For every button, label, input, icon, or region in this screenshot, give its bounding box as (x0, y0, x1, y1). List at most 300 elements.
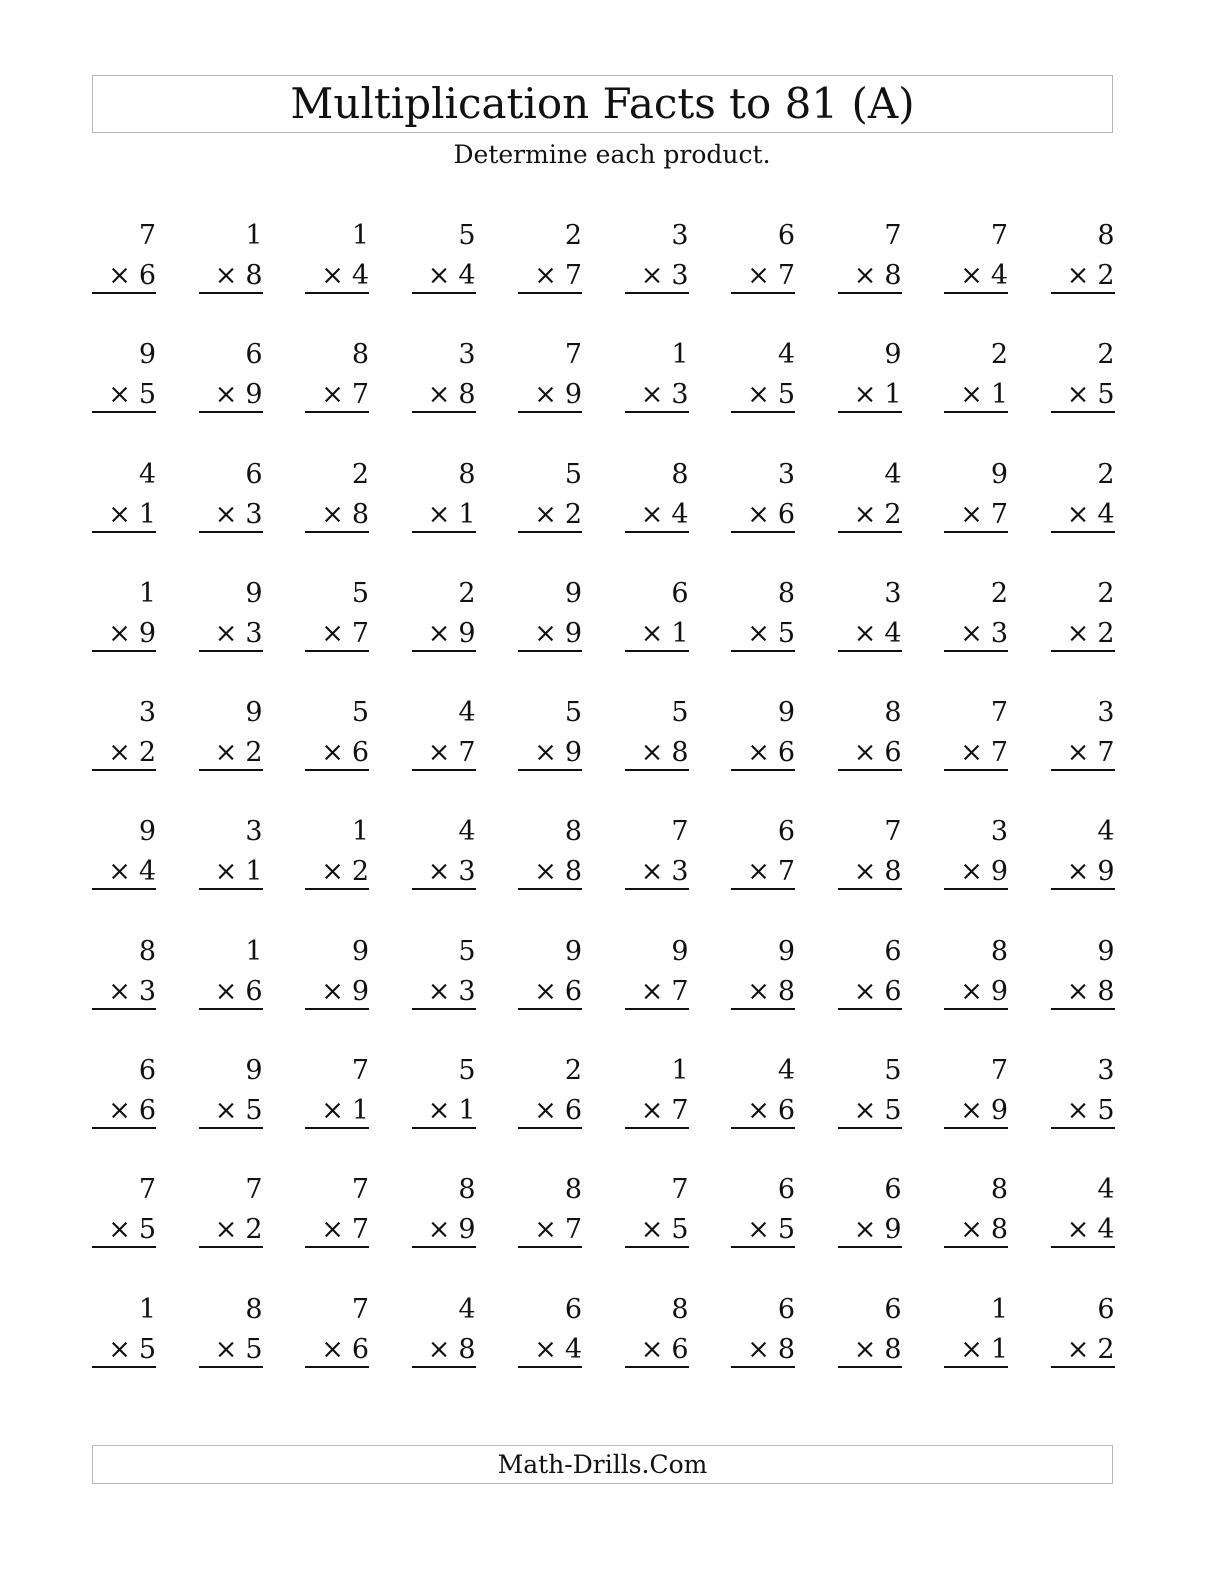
problem-item (1051, 453, 1115, 572)
multiplicand: 8 (671, 458, 689, 490)
multiplicand: 5 (458, 220, 476, 251)
multiplicand: 4 (458, 1293, 476, 1325)
times-sign: × (747, 737, 770, 769)
multiplier: 7 (990, 737, 1008, 769)
multiplicand: 1 (138, 577, 156, 609)
multiplicand: 5 (458, 1055, 476, 1087)
multiplier-line (1066, 1333, 1115, 1365)
times-sign: × (640, 1214, 664, 1246)
multiplicand: 3 (777, 458, 795, 490)
multiplier-line (1066, 737, 1115, 769)
problem-item (838, 691, 902, 810)
multiplier: 7 (564, 1214, 582, 1246)
problem-item (305, 453, 369, 572)
multiplier-line (214, 498, 263, 530)
times-sign: × (534, 379, 557, 411)
multiplicand: 8 (245, 1293, 263, 1325)
problem-item (412, 453, 476, 572)
problem-item (199, 453, 263, 572)
answer-line (412, 650, 476, 652)
times-sign: × (853, 1095, 877, 1127)
times-sign: × (747, 1095, 770, 1127)
times-sign: × (960, 260, 983, 291)
multiplier: 5 (245, 1095, 263, 1127)
answer-line (199, 1008, 263, 1010)
times-sign: × (108, 1095, 131, 1127)
answer-line (1051, 1008, 1115, 1010)
problem-item (518, 453, 582, 572)
answer-line (199, 1127, 263, 1129)
answer-line (838, 292, 902, 294)
times-sign: × (108, 379, 131, 411)
times-sign: × (321, 379, 344, 411)
multiplicand: 7 (138, 1174, 156, 1206)
times-sign: × (214, 1095, 238, 1127)
answer-line (92, 1008, 156, 1010)
multiplicand: 5 (351, 577, 369, 609)
multiplier-line (321, 262, 369, 289)
problem-item (944, 1168, 1008, 1287)
multiplier: 8 (884, 1333, 902, 1365)
answer-line (92, 769, 156, 771)
problem-item (944, 810, 1008, 929)
multiplier: 8 (458, 379, 476, 411)
answer-line (944, 292, 1008, 294)
times-sign: × (321, 1333, 344, 1365)
multiplier-line (640, 1095, 689, 1127)
times-sign: × (321, 260, 344, 291)
multiplier: 4 (1097, 498, 1115, 530)
multiplicand: 7 (351, 1055, 369, 1087)
multiplier: 2 (138, 737, 156, 769)
times-sign: × (321, 498, 344, 530)
problem-item (518, 333, 582, 452)
times-sign: × (747, 617, 770, 649)
problem-item (1051, 691, 1115, 810)
multiplicand: 7 (990, 697, 1008, 729)
problem-item (412, 930, 476, 1049)
multiplicand: 9 (777, 697, 795, 729)
problem-item (412, 333, 476, 452)
multiplier: 8 (777, 1333, 795, 1365)
problem-item (1051, 1049, 1115, 1168)
multiplier: 3 (245, 617, 263, 649)
multiplicand: 3 (671, 220, 689, 251)
times-sign: × (747, 260, 770, 291)
multiplier-line (321, 1095, 369, 1127)
multiplier: 1 (138, 498, 156, 530)
multiplier-line (215, 262, 263, 289)
problem-item (199, 214, 263, 333)
multiplier-line (428, 262, 476, 289)
multiplicand: 2 (1097, 458, 1115, 490)
multiplicand: 7 (138, 220, 156, 251)
problem-item (731, 214, 795, 333)
multiplicand: 6 (138, 1055, 156, 1087)
problem-item (412, 810, 476, 929)
multiplier: 6 (138, 1095, 156, 1127)
problem-item (625, 1049, 689, 1168)
multiplicand: 2 (458, 577, 476, 609)
times-sign: × (1066, 1095, 1090, 1127)
multiplier-line (214, 1333, 263, 1365)
multiplier-line (427, 1214, 476, 1246)
times-sign: × (1066, 379, 1090, 411)
multiplicand: 3 (1097, 1055, 1115, 1087)
problem-item (731, 1288, 795, 1407)
problem-item (944, 214, 1008, 333)
multiplier-line (641, 262, 689, 289)
problem-item (944, 930, 1008, 1049)
answer-line (1051, 411, 1115, 413)
problem-item (1051, 333, 1115, 452)
multiplier: 7 (351, 617, 369, 649)
answer-line (838, 1366, 902, 1368)
multiplier: 8 (245, 260, 263, 291)
problem-item (625, 572, 689, 691)
problem-item (412, 1288, 476, 1407)
times-sign: × (534, 498, 557, 530)
multiplicand: 4 (777, 339, 795, 371)
multiplicand: 5 (671, 697, 689, 729)
multiplicand: 4 (777, 1055, 795, 1087)
problem-item (199, 1049, 263, 1168)
answer-line (305, 1366, 369, 1368)
multiplier: 5 (138, 379, 156, 411)
times-sign: × (960, 1333, 983, 1365)
answer-line (731, 650, 795, 652)
multiplier-line (321, 379, 369, 411)
multiplier: 9 (245, 379, 263, 411)
answer-line (625, 411, 689, 413)
times-sign: × (214, 379, 238, 411)
answer-line (625, 531, 689, 533)
answer-line (412, 1246, 476, 1248)
multiplier: 6 (351, 737, 369, 769)
multiplier: 9 (351, 975, 369, 1007)
multiplier: 1 (990, 379, 1008, 411)
times-sign: × (427, 617, 451, 649)
multiplicand: 3 (884, 577, 902, 609)
times-sign: × (214, 498, 238, 530)
multiplier: 3 (458, 856, 476, 888)
multiplier-line (640, 975, 689, 1007)
answer-line (518, 411, 582, 413)
times-sign: × (321, 975, 344, 1007)
multiplier: 7 (458, 737, 476, 769)
multiplier-line (534, 1214, 582, 1246)
multiplier-line (853, 737, 902, 769)
multiplier: 4 (564, 1333, 582, 1365)
multiplier-line (427, 1095, 476, 1127)
answer-line (92, 1366, 156, 1368)
multiplier: 2 (564, 498, 582, 530)
multiplier: 4 (351, 260, 369, 291)
times-sign: × (427, 1214, 451, 1246)
multiplier-line (427, 498, 476, 530)
multiplicand: 1 (351, 816, 369, 848)
multiplier-line (640, 1214, 689, 1246)
problem-item (838, 1049, 902, 1168)
times-sign: × (534, 975, 557, 1007)
multiplier: 3 (671, 379, 689, 411)
multiplier: 7 (671, 975, 689, 1007)
multiplicand: 2 (1097, 577, 1115, 609)
problem-item (518, 1288, 582, 1407)
answer-line (1051, 531, 1115, 533)
answer-line (1051, 1366, 1115, 1368)
problem-item (731, 810, 795, 929)
problem-item (1051, 214, 1115, 333)
answer-line (518, 888, 582, 890)
multiplicand: 1 (671, 339, 689, 371)
multiplier-line (214, 617, 263, 649)
multiplicand: 1 (138, 1293, 156, 1325)
times-sign: × (747, 975, 770, 1007)
problem-item (92, 1168, 156, 1287)
answer-line (92, 1246, 156, 1248)
multiplier-line (214, 737, 263, 769)
problem-item (838, 333, 902, 452)
answer-line (92, 531, 156, 533)
times-sign: × (1066, 1214, 1090, 1246)
multiplier-line (1066, 1095, 1115, 1127)
answer-line (199, 769, 263, 771)
answer-line (625, 1366, 689, 1368)
answer-line (305, 531, 369, 533)
answer-line (731, 1246, 795, 1248)
multiplicand: 8 (564, 816, 582, 848)
problem-item (838, 810, 902, 929)
problem-item (625, 453, 689, 572)
multiplier-line (747, 975, 795, 1007)
multiplier: 7 (351, 379, 369, 411)
problem-item (731, 453, 795, 572)
answer-line (731, 531, 795, 533)
multiplier-line (321, 737, 369, 769)
answer-line (838, 1008, 902, 1010)
multiplicand: 3 (458, 339, 476, 371)
times-sign: × (853, 260, 877, 291)
answer-line (305, 650, 369, 652)
problem-item (199, 691, 263, 810)
problem-item (412, 214, 476, 333)
answer-line (838, 411, 902, 413)
answer-line (625, 888, 689, 890)
times-sign: × (534, 737, 557, 769)
multiplier: 4 (671, 498, 689, 530)
times-sign: × (853, 498, 877, 530)
answer-line (199, 531, 263, 533)
times-sign: × (640, 737, 664, 769)
multiplier-line (853, 1095, 902, 1127)
multiplier-line (853, 498, 902, 530)
multiplicand: 9 (777, 935, 795, 967)
answer-line (518, 1008, 582, 1010)
multiplicand: 6 (671, 577, 689, 609)
times-sign: × (427, 1095, 451, 1127)
multiplier: 1 (458, 1095, 476, 1127)
multiplicand: 4 (1097, 816, 1115, 848)
answer-line (731, 1366, 795, 1368)
instructions: Determine each product. (453, 140, 771, 169)
answer-line (518, 1127, 582, 1129)
answer-line (412, 888, 476, 890)
problem-item (518, 930, 582, 1049)
times-sign: × (853, 856, 877, 888)
times-sign: × (427, 498, 451, 530)
multiplicand: 6 (884, 935, 902, 967)
times-sign: × (108, 260, 131, 291)
times-sign: × (1066, 617, 1090, 649)
multiplicand: 8 (1097, 220, 1115, 251)
answer-line (412, 411, 476, 413)
times-sign: × (1066, 856, 1090, 888)
answer-line (1051, 888, 1115, 890)
answer-line (625, 1246, 689, 1248)
answer-line (305, 888, 369, 890)
times-sign: × (747, 856, 770, 888)
multiplier-line (640, 856, 689, 888)
problem-item (625, 1288, 689, 1407)
answer-line (518, 292, 582, 294)
times-sign: × (108, 1333, 131, 1365)
problem-item (1051, 1288, 1115, 1407)
multiplicand: 2 (351, 458, 369, 490)
answer-line (199, 411, 263, 413)
times-sign: × (108, 617, 131, 649)
multiplicand: 5 (458, 935, 476, 967)
multiplier: 4 (884, 617, 902, 649)
answer-line (518, 1246, 582, 1248)
multiplier: 9 (564, 379, 582, 411)
multiplier: 1 (245, 856, 263, 888)
multiplier-line (1067, 262, 1115, 289)
problem-item (305, 572, 369, 691)
problem-item (838, 453, 902, 572)
multiplier-line (747, 498, 795, 530)
multiplicand: 6 (777, 1293, 795, 1325)
multiplier-line (214, 379, 263, 411)
times-sign: × (108, 975, 131, 1007)
multiplier-line (321, 1214, 369, 1246)
multiplier-line (214, 1095, 263, 1127)
problem-item (518, 691, 582, 810)
multiplier: 2 (245, 737, 263, 769)
times-sign: × (214, 1214, 238, 1246)
times-sign: × (640, 1095, 664, 1127)
times-sign: × (853, 737, 877, 769)
times-sign: × (747, 1333, 770, 1365)
problem-item (518, 214, 582, 333)
multiplier: 8 (1097, 975, 1115, 1007)
answer-line (305, 1008, 369, 1010)
problem-item (731, 691, 795, 810)
problem-item (838, 1168, 902, 1287)
answer-line (625, 292, 689, 294)
multiplicand: 4 (138, 458, 156, 490)
multiplier-line (108, 737, 156, 769)
multiplier-line (1066, 1214, 1115, 1246)
multiplicand: 9 (1097, 935, 1115, 967)
multiplier: 8 (884, 856, 902, 888)
multiplicand: 9 (245, 697, 263, 729)
problem-item (92, 453, 156, 572)
multiplicand: 9 (671, 935, 689, 967)
multiplier-line (747, 1095, 795, 1127)
multiplier: 8 (564, 856, 582, 888)
multiplier: 1 (990, 1333, 1008, 1365)
times-sign: × (640, 1333, 664, 1365)
multiplicand: 6 (1097, 1293, 1115, 1325)
times-sign: × (853, 617, 877, 649)
multiplier: 4 (138, 856, 156, 888)
problem-item (199, 810, 263, 929)
multiplier-line (108, 617, 156, 649)
multiplicand: 2 (990, 577, 1008, 609)
multiplier-line (321, 975, 369, 1007)
times-sign: × (427, 856, 451, 888)
times-sign: × (321, 1214, 344, 1246)
multiplier-line (853, 379, 902, 411)
answer-line (944, 650, 1008, 652)
multiplicand: 8 (884, 697, 902, 729)
problem-item (199, 333, 263, 452)
problem-item (625, 930, 689, 1049)
multiplier-line (108, 1095, 156, 1127)
multiplier-line (853, 856, 902, 888)
multiplier: 3 (138, 975, 156, 1007)
answer-line (731, 1127, 795, 1129)
times-sign: × (960, 379, 983, 411)
multiplier-line (1066, 856, 1115, 888)
multiplicand: 9 (138, 339, 156, 371)
problem-item (838, 214, 902, 333)
multiplier: 5 (138, 1214, 156, 1246)
multiplier: 1 (884, 379, 902, 411)
answer-line (625, 650, 689, 652)
times-sign: × (534, 1095, 557, 1127)
multiplier: 4 (458, 260, 476, 291)
multiplier: 1 (458, 498, 476, 530)
multiplier: 7 (1097, 737, 1115, 769)
multiplicand: 3 (138, 697, 156, 729)
answer-line (412, 1366, 476, 1368)
multiplier: 3 (671, 260, 689, 291)
problem-item (625, 691, 689, 810)
problem-item (731, 333, 795, 452)
multiplier: 6 (245, 975, 263, 1007)
multiplicand: 5 (884, 1055, 902, 1087)
problem-item (92, 572, 156, 691)
multiplicand: 6 (884, 1174, 902, 1206)
multiplier: 8 (990, 1214, 1008, 1246)
multiplier: 1 (671, 617, 689, 649)
multiplier: 4 (1097, 1214, 1115, 1246)
multiplicand: 4 (458, 816, 476, 848)
multiplier: 7 (990, 498, 1008, 530)
multiplier: 5 (777, 617, 795, 649)
answer-line (838, 531, 902, 533)
multiplier-line (108, 856, 156, 888)
multiplicand: 2 (564, 1055, 582, 1087)
multiplier-line (960, 737, 1008, 769)
multiplier: 6 (884, 975, 902, 1007)
multiplicand: 8 (990, 1174, 1008, 1206)
multiplier: 9 (564, 737, 582, 769)
multiplicand: 7 (884, 220, 902, 251)
answer-line (944, 411, 1008, 413)
